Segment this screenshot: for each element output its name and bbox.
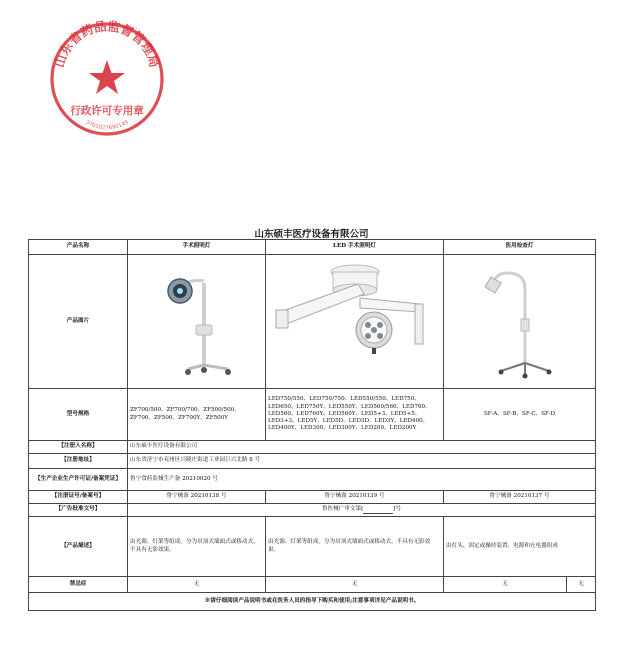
seal-star-icon xyxy=(89,60,125,94)
row-label-contraindication: 禁忌症 xyxy=(29,577,128,593)
table-row xyxy=(29,491,596,504)
table-row xyxy=(29,517,596,577)
row-label-registrant: 【注册人名称】 xyxy=(29,441,128,454)
ad-approval-blank xyxy=(363,507,393,514)
table-row xyxy=(29,255,596,389)
table-row xyxy=(29,577,596,593)
product-description: 由光源、灯架等组成。分为吊顶式墙面式或移动式，不具有无影效果。 xyxy=(128,517,266,577)
contraindication: 无 xyxy=(266,577,444,593)
registration-number: 鲁宁械备 20210138 号 xyxy=(128,491,266,504)
contraindication: 无 xyxy=(444,577,567,593)
contraindication-extra: 无 xyxy=(567,577,596,593)
ad-approval-prefix: 鲁医械广审文第[ xyxy=(321,506,364,513)
product-description: 由光源、灯架等组成。分为吊顶式墙面式或移动式，不具有无影效果。 xyxy=(266,517,444,577)
row-label-ad-no: 【广告批准文号】 xyxy=(29,504,128,517)
product-image-led-lamp xyxy=(266,255,444,389)
table-row xyxy=(29,240,596,255)
product-description: 由灯头、固定或操持装置、电源和充电器组成 xyxy=(444,517,596,577)
row-label-product-image: 产品图片 xyxy=(29,255,128,389)
row-label-reg-no: 【注册证号/备案号】 xyxy=(29,491,128,504)
seal-serial: 3701027690149 xyxy=(84,119,130,132)
row-label-model: 型号规格 xyxy=(29,389,128,441)
registered-address: 山东省济宁市兖州区兴隆庄街道工业园巨兴北路 8 号 xyxy=(128,454,596,469)
row-label-product-name: 产品名称 xyxy=(29,240,128,255)
product-name: LED 手术照明灯 xyxy=(266,240,444,255)
product-name: 医用检查灯 xyxy=(444,240,596,255)
product-image-surgical-lamp xyxy=(128,255,266,389)
registrant-name: 山东硕丰医疗设备有限公司 xyxy=(128,441,596,454)
svg-text:3701027690149 xyxy=(84,119,130,131)
product-table xyxy=(28,239,596,611)
row-label-address: 【注册地址】 xyxy=(29,454,128,469)
contraindication: 无 xyxy=(128,577,266,593)
product-image-exam-lamp xyxy=(444,255,596,389)
official-seal xyxy=(48,20,166,138)
product-models: ZF700/500、ZF700/700、ZF500/500、ZF700、ZF500、ZF700Y、ZF500Y xyxy=(128,389,266,441)
table-row xyxy=(29,593,596,611)
footer-notice: ※请仔细阅读产品说明书或在医务人员的指导下购买和使用;注意事项详见产品说明书。 xyxy=(29,593,596,611)
product-models: LED750/550、LED750/750、LED550/550、LED750、LED650、LED750Y、LED550Y、LED560/560、LED760、LED560、LED760Y、LED560Y、LED5+3、LED5+5、LED3+3、LED5Y、LED5D、LED3D、LED3Y、LED400、LED400Y、LED300、LED300Y、LED200、LED200Y xyxy=(266,389,444,441)
document-title: 山东硕丰医疗设备有限公司 xyxy=(254,229,369,240)
table-row xyxy=(29,454,596,469)
seal-arc-text: 山东省药品监督管理局 xyxy=(51,20,163,70)
registration-number: 鲁宁械备 20210139 号 xyxy=(266,491,444,504)
table-row xyxy=(29,389,596,441)
table-row xyxy=(29,504,596,517)
row-label-license: 【生产企业生产许可证/备案凭证】 xyxy=(29,469,128,491)
product-models: SF-A、SF-B、SF-C、SF-D xyxy=(444,389,596,441)
table-row xyxy=(29,441,596,454)
seal-center-text: 行政许可专用章 xyxy=(70,105,144,117)
ad-approval-suffix: ]号 xyxy=(393,506,402,513)
ad-approval-number xyxy=(128,504,596,517)
production-license: 鲁宁食药监械生产备 20210020 号 xyxy=(128,469,596,491)
product-name: 手术照明灯 xyxy=(128,240,266,255)
registration-number: 鲁宁械备 20210137 号 xyxy=(444,491,596,504)
table-row xyxy=(29,469,596,491)
row-label-description: 【产品描述】 xyxy=(29,517,128,577)
